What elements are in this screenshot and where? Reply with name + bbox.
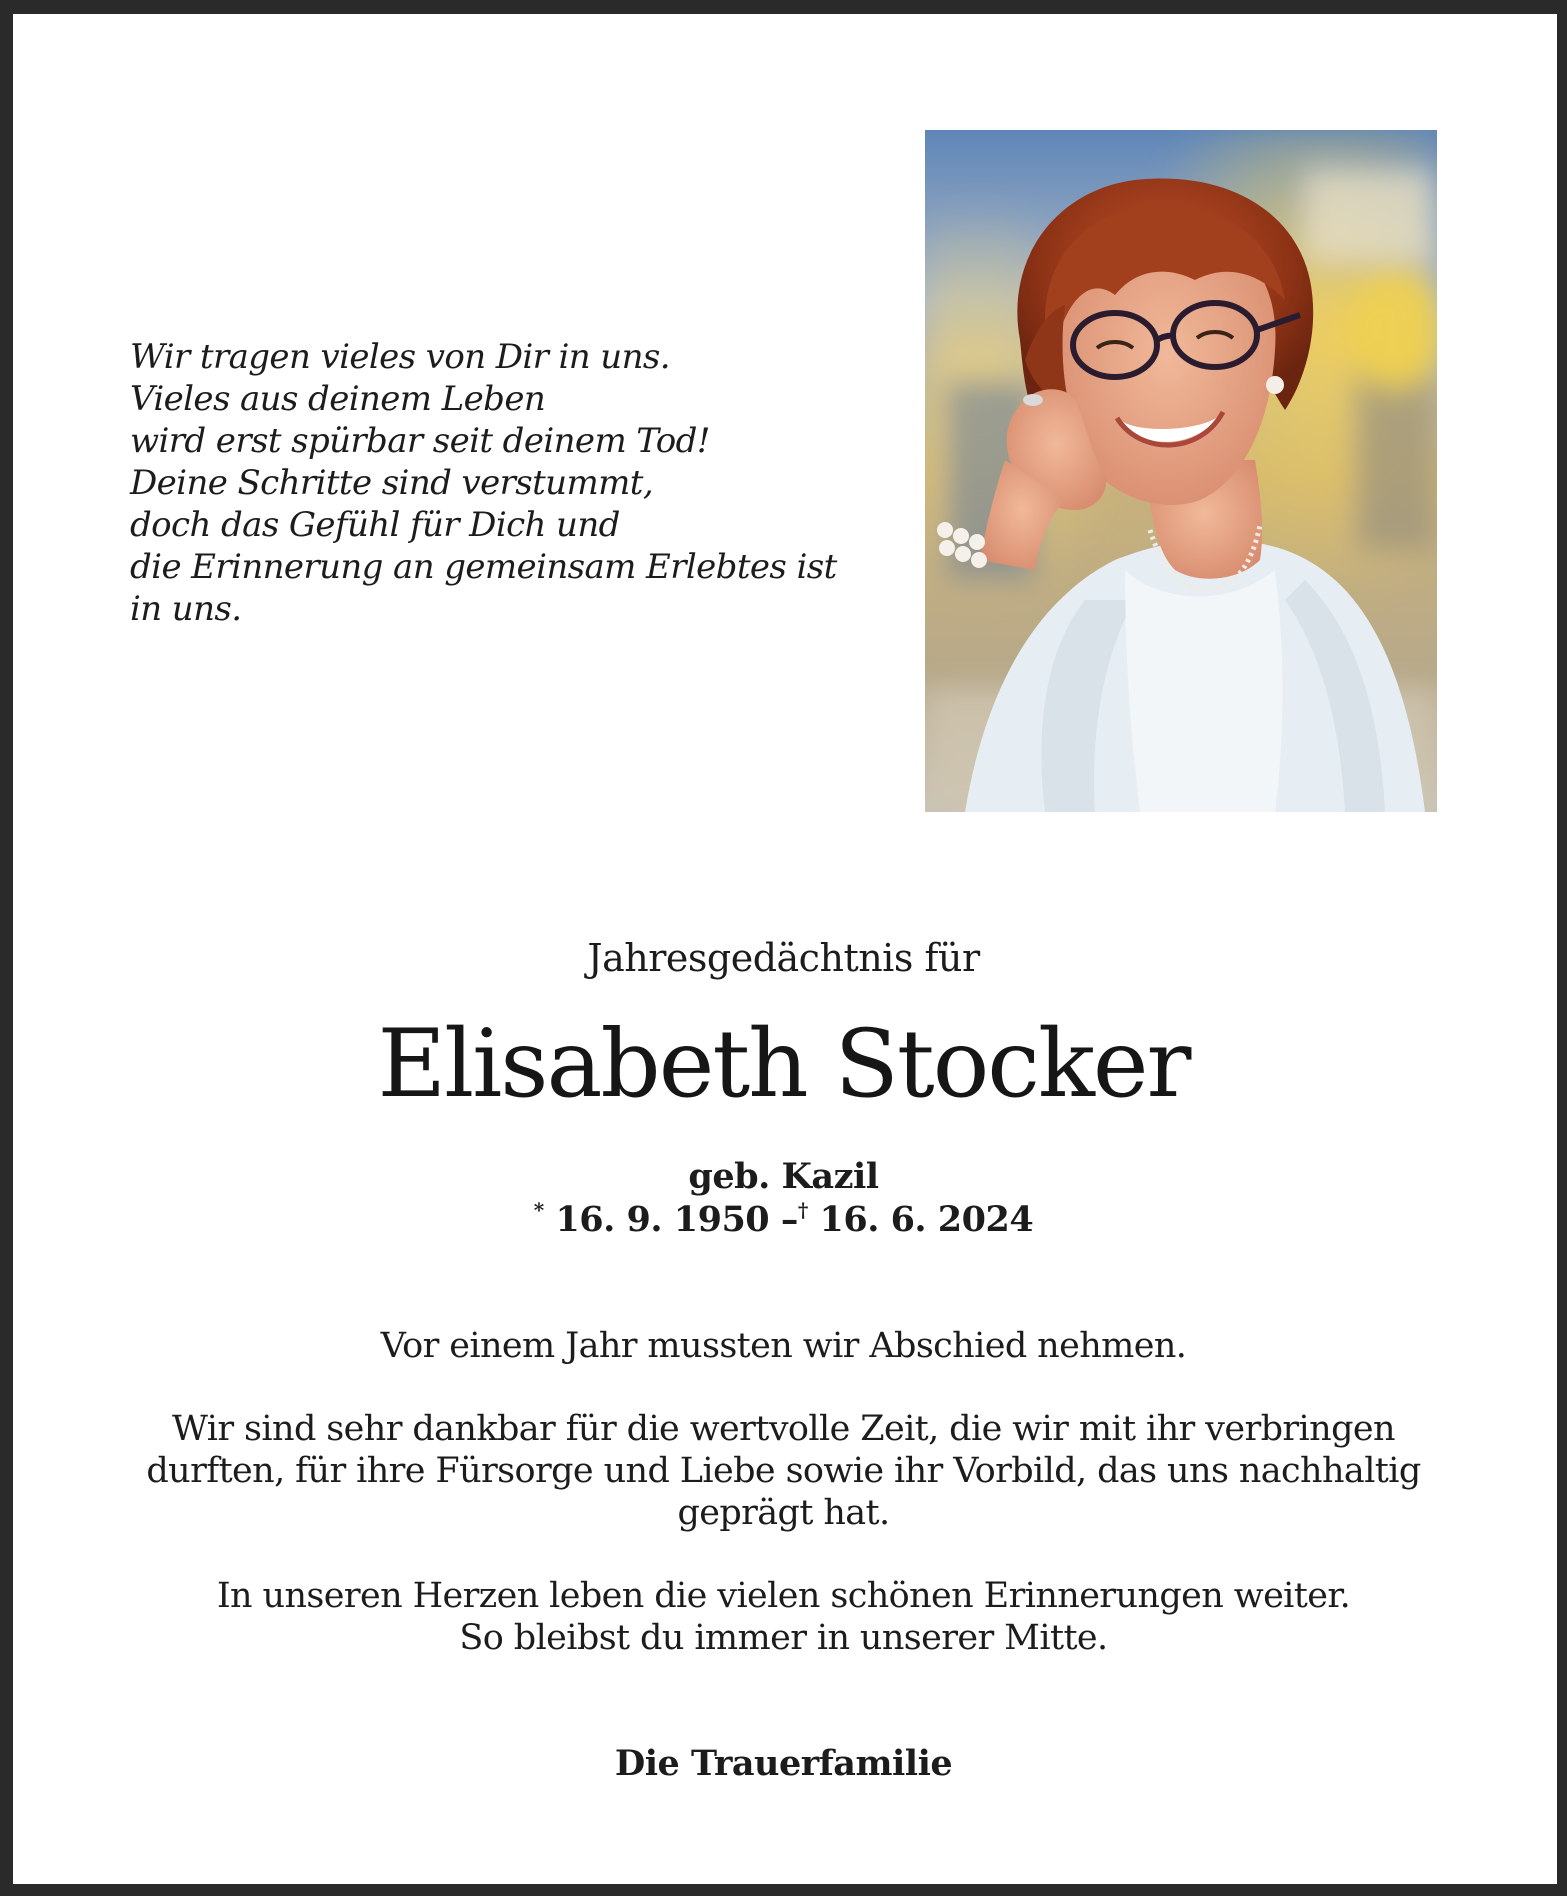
memorial-poem	[130, 336, 850, 630]
message-line: geprägt hat.	[677, 1493, 890, 1533]
poem-line: die Erinnerung an gemeinsam Erlebtes ist	[130, 547, 837, 587]
message-line: durften, für ihre Fürsorge und Liebe sowie ihr Vorbild, das uns nachhaltig	[146, 1451, 1421, 1491]
poem-line: wird erst spürbar seit deinem Tod!	[130, 421, 710, 461]
message-line: Wir sind sehr dankbar für die wertvolle Zeit, die wir mit ihr verbringen	[172, 1409, 1395, 1449]
death-symbol: †	[797, 1198, 808, 1222]
birth-symbol: *	[533, 1198, 544, 1222]
portrait-illustration	[925, 130, 1437, 812]
poem-line: in uns.	[130, 589, 242, 629]
message-line: Vor einem Jahr mussten wir Abschied nehmen.	[380, 1326, 1187, 1366]
signature: Die Trauerfamilie	[614, 1743, 953, 1784]
message-paragraph-3	[140, 1575, 1427, 1659]
poem-line: Vieles aus deinem Leben	[130, 379, 546, 419]
life-dates	[140, 1198, 1427, 1242]
poem-line: Wir tragen vieles von Dir in uns.	[130, 337, 670, 377]
message-line: In unseren Herzen leben die vielen schönen Erinnerungen weiter.	[216, 1576, 1351, 1616]
portrait-photo	[925, 130, 1437, 812]
birth-date: 16. 9. 1950	[555, 1199, 770, 1240]
message-paragraph-2	[140, 1408, 1427, 1534]
deceased-name: Elisabeth Stocker	[377, 1010, 1190, 1119]
memorial-intro: Jahresgedächtnis für	[587, 936, 980, 980]
poem-line: doch das Gefühl für Dich und	[130, 505, 620, 545]
message-line: So bleibst du immer in unserer Mitte.	[459, 1618, 1108, 1658]
death-date: 16. 6. 2024	[819, 1199, 1034, 1240]
maiden-name: geb. Kazil	[688, 1156, 879, 1197]
date-separator: –	[780, 1199, 798, 1240]
message-paragraph-1	[140, 1325, 1427, 1367]
poem-line: Deine Schritte sind verstummt,	[130, 463, 654, 503]
